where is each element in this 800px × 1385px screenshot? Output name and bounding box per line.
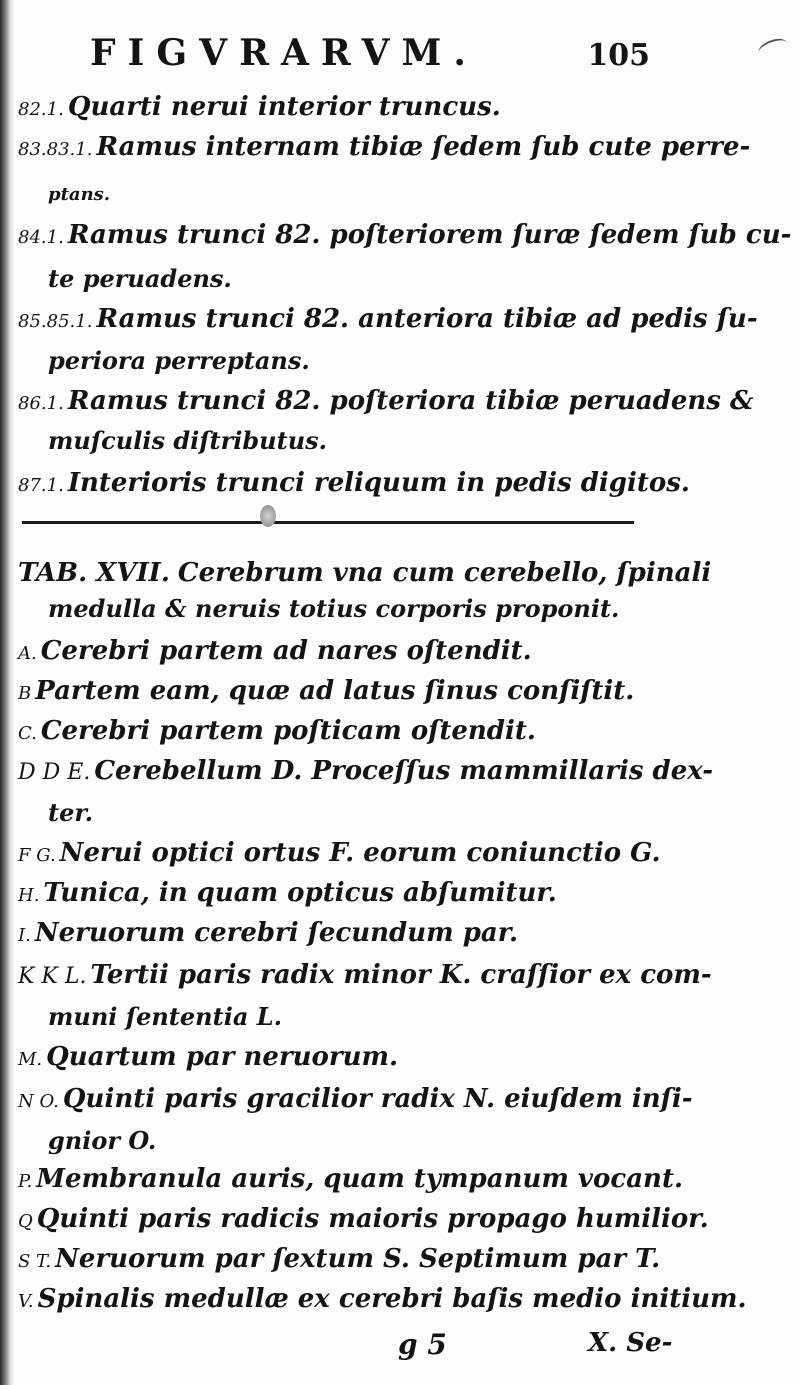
tab-text: Quartum par neruorum. bbox=[46, 1042, 399, 1072]
tab-key: D D E. bbox=[18, 760, 91, 785]
corner-mark bbox=[756, 35, 790, 60]
entry-text: Ramus internam tibiæ ſedem ſub cute perre- bbox=[96, 132, 751, 162]
entry-line bbox=[18, 130, 751, 167]
tab-text: Cerebrum vna cum cerebello, ſpinali bbox=[177, 558, 712, 588]
tab-text: medulla & neruis totius corporis proponit. bbox=[48, 594, 620, 623]
tab-line bbox=[18, 1040, 658, 1077]
tab-line bbox=[18, 1282, 747, 1319]
tab-key: N O. bbox=[18, 1091, 59, 1112]
entry-text: Quarti nerui interior truncus. bbox=[67, 92, 501, 122]
entry-line bbox=[18, 344, 688, 378]
page-footer bbox=[0, 1328, 800, 1368]
entry-number: 83.83.1. bbox=[18, 139, 93, 160]
entry-number: 84.1. bbox=[18, 227, 64, 248]
tab-text: Spinalis medullæ ex cerebri baſis medio initium. bbox=[37, 1284, 747, 1314]
tab-line bbox=[18, 1242, 661, 1279]
tab-text: Cerebellum D. Proceſſus mammillaris dex- bbox=[94, 756, 714, 786]
tab-text: Membranula auris, quam tympanum vocant. bbox=[36, 1164, 684, 1194]
tab-line bbox=[18, 1082, 693, 1119]
tab-text: Neruorum par ſextum S. Septimum par T. bbox=[55, 1244, 661, 1274]
tab-text: muni ſententia L. bbox=[48, 1002, 282, 1031]
entry-line bbox=[18, 262, 688, 296]
tab-text: Quinti paris radicis maioris propago humilior. bbox=[36, 1204, 709, 1234]
tab-key: F G. bbox=[18, 845, 56, 866]
entry-text: muſculis diſtributus. bbox=[48, 426, 328, 455]
tab-key: A. bbox=[18, 643, 37, 664]
tab-line bbox=[18, 958, 712, 994]
entry-text: Ramus trunci 82. poſteriorem ſuræ ſedem ſub cu- bbox=[67, 220, 792, 250]
tab-key: C. bbox=[18, 723, 37, 744]
entry-line bbox=[18, 424, 688, 458]
tab-key: TAB. XVII. bbox=[18, 558, 170, 588]
entry-number: 85.85.1. bbox=[18, 311, 93, 332]
running-title: FIGVRARVM. bbox=[90, 32, 478, 74]
entry-text: te peruadens. bbox=[48, 264, 232, 293]
entry-line bbox=[18, 384, 754, 421]
tab-text: Neruorum cerebri ſecundum par. bbox=[34, 918, 519, 948]
tab-line bbox=[18, 674, 658, 711]
tab-line bbox=[18, 592, 688, 626]
entry-number: 82.1. bbox=[18, 99, 64, 120]
tab-line bbox=[18, 876, 658, 913]
tab-key: P. bbox=[18, 1171, 33, 1192]
entry-text: ptans. bbox=[48, 184, 111, 205]
tab-key: M. bbox=[18, 1049, 43, 1070]
entry-number: 86.1. bbox=[18, 393, 64, 414]
page-gutter-shadow bbox=[0, 0, 14, 1385]
tab-line bbox=[18, 836, 661, 873]
entry-text: Interioris trunci reliquum in pedis digitos. bbox=[67, 468, 690, 498]
entry-line bbox=[18, 466, 690, 503]
entry-text: Ramus trunci 82. poſteriora tibiæ peruadens & bbox=[67, 386, 754, 416]
tab-text: Cerebri partem poſticam oſtendit. bbox=[40, 716, 536, 746]
page-number: 105 bbox=[587, 38, 650, 73]
tab-text: gnior O. bbox=[48, 1126, 157, 1155]
catchword: X. Se- bbox=[588, 1328, 673, 1358]
tab-text: Tertii paris radix minor K. craſſior ex com- bbox=[90, 960, 712, 990]
tab-line bbox=[18, 714, 658, 751]
tab-key: B bbox=[18, 683, 32, 704]
tab-key: Q bbox=[18, 1211, 33, 1232]
tab-key: V. bbox=[18, 1291, 34, 1312]
entry-line bbox=[18, 302, 758, 339]
tab-line bbox=[18, 1000, 688, 1034]
tab-key: H. bbox=[18, 885, 40, 906]
section-rule bbox=[22, 521, 634, 524]
tab-line bbox=[18, 1162, 684, 1199]
tab-text: Tunica, in quam opticus abſumitur. bbox=[43, 878, 557, 908]
tab-line bbox=[18, 754, 714, 790]
entry-text: Ramus trunci 82. anteriora tibiæ ad pedis ſu- bbox=[96, 304, 758, 334]
entry-text: periora perreptans. bbox=[48, 346, 310, 375]
tab-line bbox=[18, 556, 712, 590]
tab-text: Nerui optici ortus F. eorum coniunctio G. bbox=[59, 838, 661, 868]
tab-text: ter. bbox=[48, 798, 94, 827]
tab-line bbox=[18, 1124, 688, 1158]
ink-blot bbox=[260, 505, 276, 527]
entry-line bbox=[18, 178, 688, 212]
tab-key: S T. bbox=[18, 1251, 52, 1272]
entry-line bbox=[18, 218, 792, 255]
tab-text: Cerebri partem ad nares oſtendit. bbox=[40, 636, 532, 666]
entry-line bbox=[18, 90, 658, 127]
tab-key: K K L. bbox=[18, 964, 87, 989]
tab-text: Partem eam, quæ ad latus ſinus conſiſtit. bbox=[35, 676, 635, 706]
signature-mark: g 5 bbox=[398, 1328, 447, 1361]
entry-number: 87.1. bbox=[18, 475, 64, 496]
tab-line bbox=[18, 916, 658, 953]
tab-key: I. bbox=[18, 925, 31, 946]
tab-line bbox=[18, 1202, 709, 1239]
page-header bbox=[90, 32, 650, 82]
tab-text: Quinti paris gracilior radix N. eiuſdem inſi- bbox=[62, 1084, 693, 1114]
tab-line bbox=[18, 796, 688, 830]
tab-line bbox=[18, 634, 658, 671]
